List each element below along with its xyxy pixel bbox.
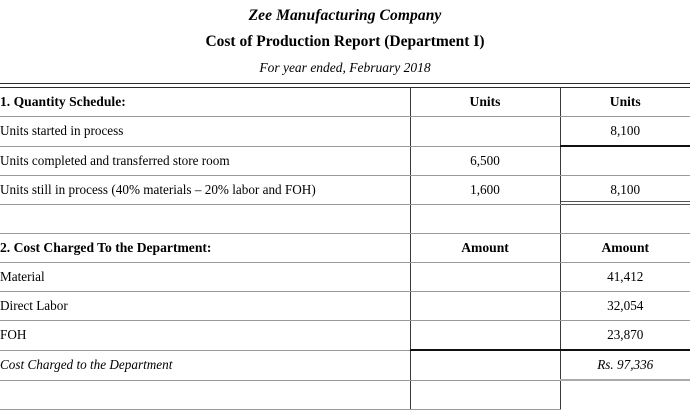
table-row-total [0,350,690,380]
report-period: For year ended, February 2018 [259,60,431,75]
spacer-cell [410,380,560,409]
table-row [0,263,690,292]
table-row-section2-header [0,234,690,263]
row-label: FOH [0,321,410,351]
section2-col2-header: Amount [560,234,690,263]
row-amount1 [410,292,560,321]
table-row [0,321,690,351]
row-label: Units completed and transferred store room [0,146,410,176]
report-title: Cost of Production Report (Department I) [205,33,485,50]
row-amount1: 6,500 [410,146,560,176]
section1-title: 1. Quantity Schedule: [0,88,410,117]
row-amount2: 8,100 [560,176,690,205]
row-amount2: 32,054 [560,292,690,321]
section1-col1-header: Units [410,88,560,117]
total-amount2: Rs. 97,336 [560,350,690,380]
row-label: Direct Labor [0,292,410,321]
row-amount2: 23,870 [560,321,690,351]
row-label: Material [0,263,410,292]
spacer-cell [410,205,560,234]
row-amount2: 8,100 [560,117,690,147]
spacer-cell [560,205,690,234]
spacer-cell [560,380,690,409]
section2-title: 2. Cost Charged To the Department: [0,234,410,263]
spacer-cell [0,205,410,234]
table-spacer-row [0,205,690,234]
row-amount2: 41,412 [560,263,690,292]
row-amount1 [410,263,560,292]
row-amount1 [410,321,560,351]
table-row [0,117,690,147]
spacer-cell [0,380,410,409]
section1-col2-header: Units [560,88,690,117]
row-amount2 [560,146,690,176]
section2-col1-header: Amount [410,234,560,263]
row-label: Units started in process [0,117,410,147]
table-row [0,176,690,205]
total-label: Cost Charged to the Department [0,350,410,380]
row-amount1 [410,117,560,147]
company-name: Zee Manufacturing Company [248,7,442,24]
row-amount1: 1,600 [410,176,560,205]
table-row-section1-header [0,88,690,117]
table-trailing-row [0,380,690,409]
cost-of-production-table [0,83,690,410]
table-row [0,146,690,176]
report-header [0,0,690,77]
table-row [0,292,690,321]
row-label: Units still in process (40% materials – 20% labor and FOH) [0,176,410,205]
total-amount1 [410,350,560,380]
